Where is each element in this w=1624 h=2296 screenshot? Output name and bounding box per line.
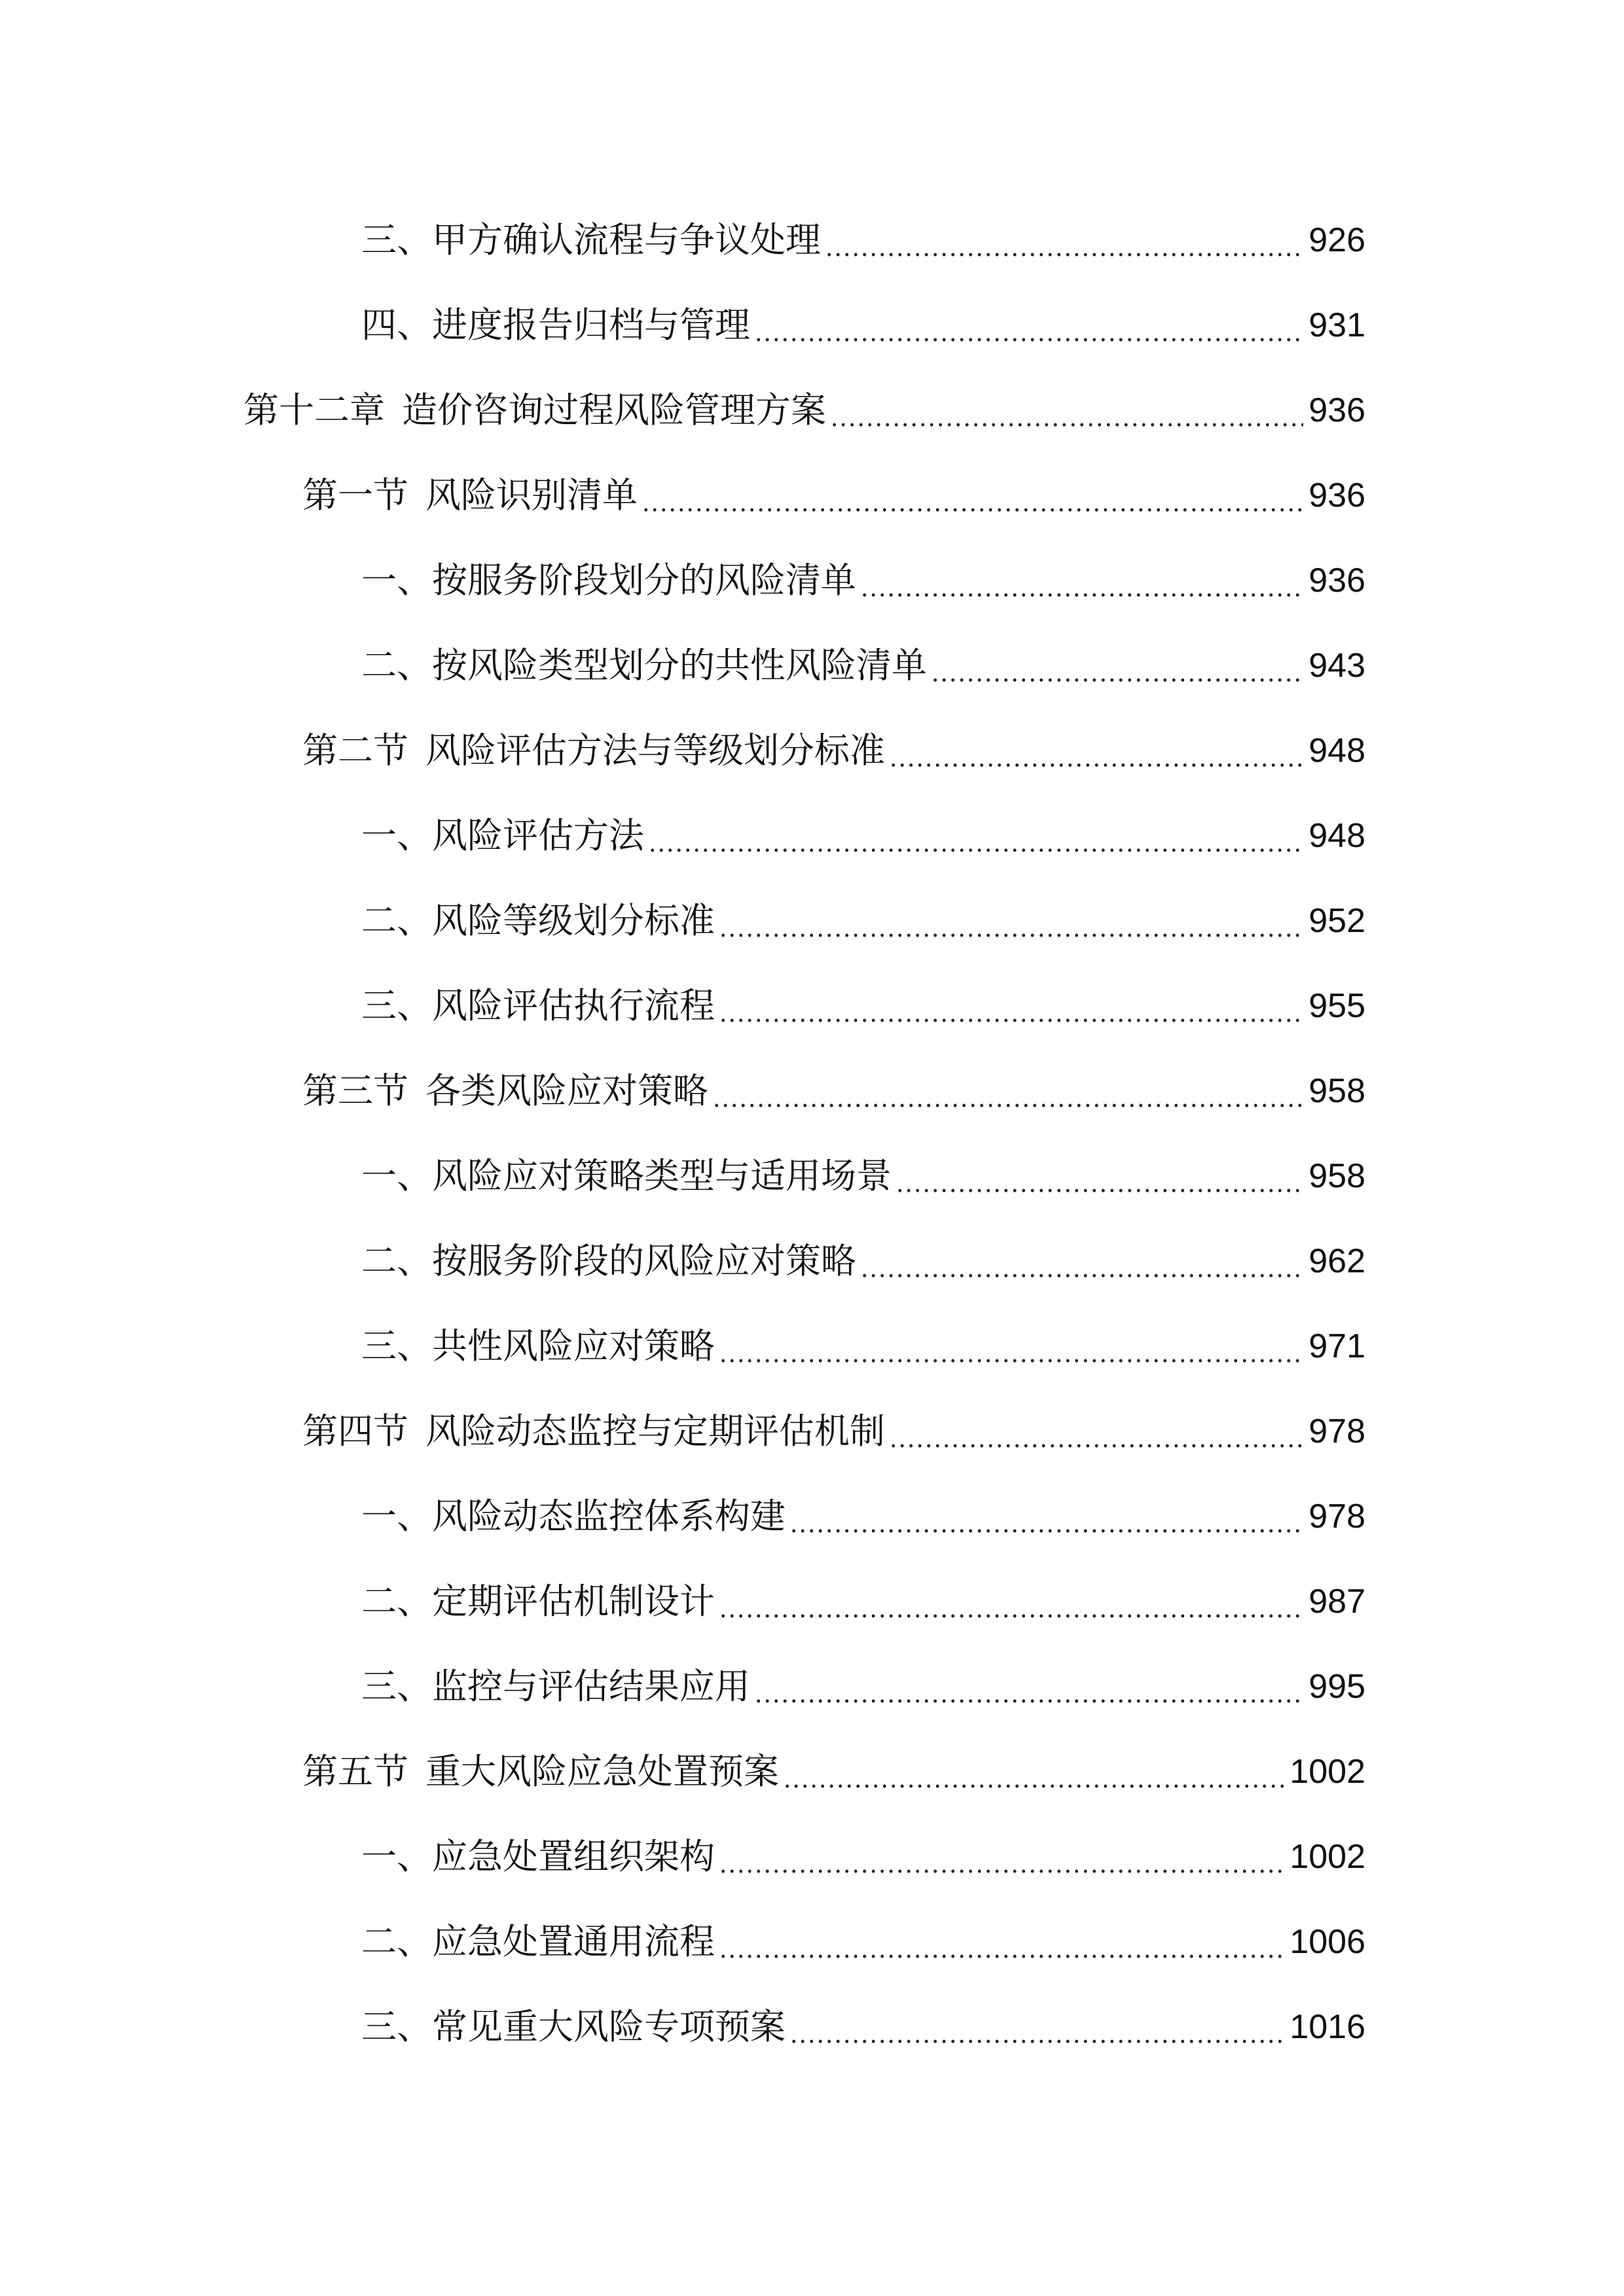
toc-entry-title: 应急处置通用流程 (432, 1921, 715, 1962)
toc-entry-section[interactable] (302, 721, 1365, 780)
toc-entry-number: 三、 (361, 985, 432, 1026)
dot-leader (641, 466, 1303, 525)
toc-entry-section[interactable] (302, 1062, 1365, 1121)
dot-leader (860, 551, 1303, 610)
toc-entry-number: 第四节 (302, 1410, 408, 1452)
toc-entry[interactable] (361, 806, 1365, 865)
dot-leader (860, 1232, 1303, 1291)
toc-entry-page: 958 (1308, 1157, 1365, 1195)
toc-entry-number: 第三节 (302, 1070, 408, 1111)
toc-entry-page: 1002 (1290, 1838, 1365, 1876)
toc-entry-section[interactable] (302, 1402, 1365, 1461)
toc-entry[interactable] (361, 1827, 1365, 1886)
toc-entry[interactable] (361, 1572, 1365, 1631)
toc-entry-number: 一、 (361, 1155, 432, 1196)
toc-entry-title: 监控与评估结果应用 (432, 1666, 750, 1707)
toc-entry-section[interactable] (302, 466, 1365, 525)
toc-entry-page: 962 (1308, 1242, 1365, 1280)
toc-entry-chapter[interactable] (244, 381, 1365, 440)
dot-leader (895, 1147, 1303, 1206)
toc-entry-title: 风险等级划分标准 (432, 900, 715, 941)
toc-entry-page: 936 (1308, 562, 1365, 600)
toc-entry[interactable] (361, 1317, 1365, 1376)
toc-entry-number: 二、 (361, 645, 432, 686)
toc-entry-page: 943 (1308, 647, 1365, 685)
toc-entry[interactable] (361, 551, 1365, 610)
toc-entry-title: 风险识别清单 (425, 475, 638, 516)
toc-entry-number: 二、 (361, 1240, 432, 1282)
toc-entry-number: 四、 (361, 304, 432, 346)
toc-entry[interactable] (361, 977, 1365, 1035)
toc-entry-number: 一、 (361, 1836, 432, 1877)
toc-entry-page: 995 (1308, 1668, 1365, 1706)
toc-entry-page: 948 (1308, 732, 1365, 770)
toc-entry-title: 按服务阶段划分的风险清单 (432, 560, 856, 601)
toc-entry-page: 958 (1308, 1072, 1365, 1110)
toc-entry[interactable] (361, 296, 1365, 355)
toc-entry-number: 第二节 (302, 730, 408, 771)
toc-entry-title: 进度报告归档与管理 (432, 304, 750, 346)
toc-entry-title: 造价咨询过程风险管理方案 (402, 389, 826, 431)
toc-entry-section[interactable] (302, 1742, 1365, 1801)
toc-entry-page: 926 (1308, 221, 1365, 259)
toc-entry-title: 重大风险应急处置预案 (425, 1751, 779, 1792)
dot-leader (931, 636, 1303, 695)
dot-leader (783, 1742, 1284, 1801)
toc-entry-number: 一、 (361, 815, 432, 856)
toc-entry-page: 1002 (1290, 1753, 1365, 1791)
toc-entry-title: 按服务阶段的风险应对策略 (432, 1240, 856, 1282)
toc-entry-page: 955 (1308, 987, 1365, 1025)
toc-entry[interactable] (361, 1657, 1365, 1716)
dot-leader (889, 721, 1303, 780)
toc-entry-title: 应急处置组织架构 (432, 1836, 715, 1877)
toc-entry[interactable] (361, 1487, 1365, 1546)
dot-leader (719, 1317, 1303, 1376)
toc-entry[interactable] (361, 211, 1365, 270)
toc-entry-page: 978 (1308, 1498, 1365, 1535)
toc-entry-number: 三、 (361, 2006, 432, 2047)
dot-leader (789, 1998, 1284, 2056)
toc-entry-page: 931 (1308, 306, 1365, 344)
toc-entry-number: 二、 (361, 1581, 432, 1622)
toc-entry-title: 定期评估机制设计 (432, 1581, 715, 1622)
toc-entry-number: 三、 (361, 1325, 432, 1367)
toc-entry-title: 共性风险应对策略 (432, 1325, 715, 1367)
toc-entry-page: 936 (1308, 476, 1365, 514)
dot-leader (830, 381, 1303, 440)
toc-entry-title: 甲方确认流程与争议处理 (432, 219, 821, 260)
toc-entry-title: 风险评估执行流程 (432, 985, 715, 1026)
toc-entry[interactable] (361, 1998, 1365, 2056)
toc-entry-page: 971 (1308, 1327, 1365, 1365)
dot-leader (719, 1827, 1284, 1886)
toc-entry-number: 一、 (361, 560, 432, 601)
dot-leader (719, 891, 1303, 950)
toc-entry-title: 风险评估方法与等级划分标准 (425, 730, 885, 771)
toc-entry[interactable] (361, 1232, 1365, 1291)
dot-leader (719, 977, 1303, 1035)
dot-leader (754, 296, 1303, 355)
toc-entry-title: 风险动态监控体系构建 (432, 1496, 785, 1537)
toc-entry-number: 第十二章 (244, 389, 385, 431)
toc-entry-title: 各类风险应对策略 (425, 1070, 708, 1111)
dot-leader (754, 1657, 1303, 1716)
toc-entry-page: 1016 (1290, 2008, 1365, 2046)
dot-leader (719, 1912, 1284, 1971)
dot-leader (789, 1487, 1303, 1546)
toc-entry-title: 按风险类型划分的共性风险清单 (432, 645, 927, 686)
dot-leader (719, 1572, 1303, 1631)
dot-leader (712, 1062, 1303, 1121)
toc-entry-number: 第一节 (302, 475, 408, 516)
dot-leader (825, 211, 1303, 270)
toc-entry-title: 风险应对策略类型与适用场景 (432, 1155, 892, 1196)
toc-entry[interactable] (361, 1912, 1365, 1971)
toc-entry-number: 三、 (361, 219, 432, 260)
toc-entry-page: 987 (1308, 1583, 1365, 1621)
toc-entry-page: 948 (1308, 817, 1365, 855)
dot-leader (889, 1402, 1303, 1461)
toc-entry-page: 1006 (1290, 1923, 1365, 1961)
dot-leader (648, 806, 1303, 865)
toc-entry-page: 978 (1308, 1412, 1365, 1450)
toc-entry[interactable] (361, 636, 1365, 695)
toc-entry[interactable] (361, 1147, 1365, 1206)
toc-entry-number: 二、 (361, 900, 432, 941)
toc-entry[interactable] (361, 891, 1365, 950)
toc-entry-page: 936 (1308, 391, 1365, 429)
toc-entry-title: 常见重大风险专项预案 (432, 2006, 785, 2047)
toc-entry-number: 一、 (361, 1496, 432, 1537)
toc-entry-number: 二、 (361, 1921, 432, 1962)
toc-entry-number: 三、 (361, 1666, 432, 1707)
toc-entry-page: 952 (1308, 902, 1365, 940)
toc-entry-title: 风险评估方法 (432, 815, 644, 856)
toc-entry-title: 风险动态监控与定期评估机制 (425, 1410, 885, 1452)
toc-entry-number: 第五节 (302, 1751, 408, 1792)
